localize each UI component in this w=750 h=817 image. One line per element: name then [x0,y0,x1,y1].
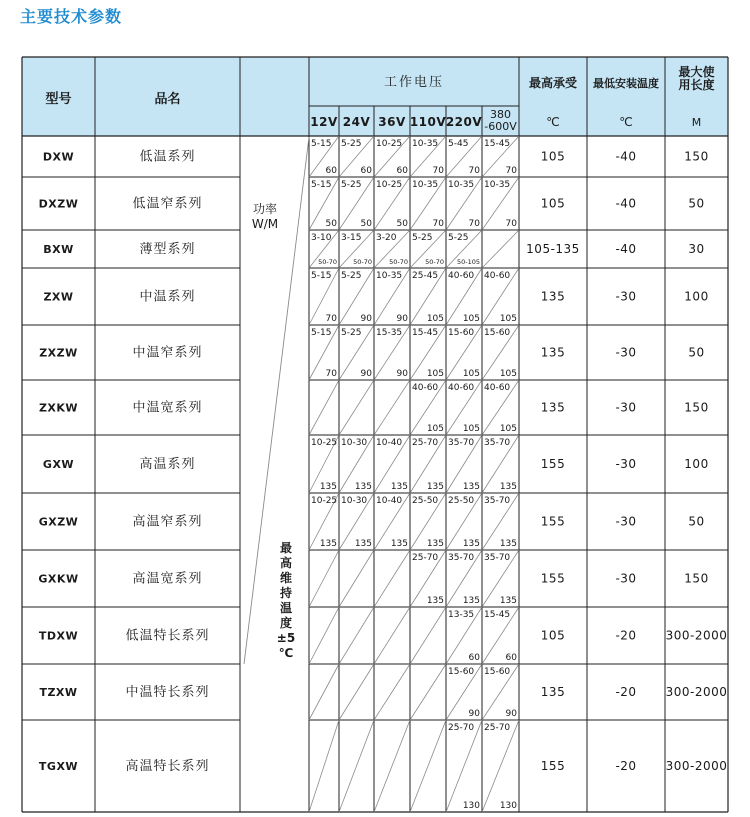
cell-power-range: 15-45 [484,139,511,149]
row-name: 中温系列 [139,289,196,305]
cell-max-temp: 50-70 [353,258,372,266]
row-min-install: -30 [615,400,637,415]
cell-diagonal [374,550,410,607]
cell-max-temp: 60 [360,166,372,176]
cell-max-temp: 60 [505,653,517,663]
cell-power-range: 25-70 [412,438,439,448]
cell-power-range: 5-15 [311,180,332,190]
cell-max-temp: 105 [462,314,480,324]
cell-max-temp: 135 [426,596,444,606]
row-model: TZXW [39,686,78,699]
cell-max-temp: 60 [325,166,337,176]
cell-power-range: 15-60 [484,667,511,677]
row-model: GXKW [38,572,79,586]
cell-max-temp: 70 [432,166,444,176]
cell-max-temp: 50-70 [389,258,408,266]
cell-power-range: 10-25 [311,438,338,448]
row-max-length: 100 [684,457,709,471]
cell-diagonal [309,720,339,812]
cell-power-range: 35-70 [448,553,475,563]
cell-diagonal [446,720,482,812]
cell-max-temp: 90 [396,369,408,379]
cell-max-temp: 135 [319,482,337,492]
row-max-length: 150 [684,400,709,415]
text-line: 380 [490,108,511,121]
row-min-install: -30 [615,571,637,586]
cell-power-range: 25-70 [412,553,439,563]
cell-power-range: 40-60 [484,271,511,281]
cell-max-temp: 130 [462,801,480,811]
row-name: 中温宽系列 [132,400,203,416]
cell-diagonal [374,664,410,720]
cell-max-temp: 135 [426,539,444,549]
text-line: W/M [251,217,279,231]
cell-diagonal [374,720,410,812]
row-max-temp: 155 [540,759,566,773]
row-min-install: -30 [615,514,637,529]
cell-max-temp: 50-105 [456,258,480,266]
header-voltage: 工作电压 [383,75,445,90]
header-voltage-1: 24V [342,115,371,129]
cell-power-range: 3-20 [376,233,397,243]
header-voltage-4: 220V [445,115,483,129]
cell-power-range: 15-60 [484,328,511,338]
side-label-maintain-char: 维 [279,571,293,585]
cell-power-range: 10-35 [412,180,439,190]
cell-power-range: 5-25 [341,180,362,190]
text-line: 最大使 [678,65,715,79]
row-max-temp: 135 [540,289,566,304]
cell-max-temp: 105 [426,314,444,324]
unit-length: M [691,116,702,129]
row-max-temp: 105 [540,196,566,211]
row-max-length: 300-2000 [665,628,728,643]
row-model: GXZW [38,515,79,529]
cell-power-range: 3-15 [341,233,362,243]
cell-power-range: 3-10 [311,233,332,243]
text-line: 功率 [252,202,278,216]
row-name: 薄型系列 [139,242,196,257]
cell-power-range: 25-70 [484,723,511,733]
cell-max-temp: 135 [390,539,408,549]
row-name: 高温特长系列 [125,759,210,774]
row-max-temp: 105-135 [526,242,580,256]
row-name: 中温特长系列 [125,685,210,700]
cell-power-range: 10-35 [376,271,403,281]
cell-power-range: 5-25 [412,233,433,243]
cell-max-temp: 70 [325,314,337,324]
row-name: 中温窄系列 [132,345,203,361]
cell-max-temp: 135 [499,596,517,606]
side-label-power [252,201,278,231]
row-name: 高温系列 [139,457,196,472]
row-model: ZXKW [38,401,79,415]
cell-power-range: 40-60 [412,383,439,393]
cell-power-range: 5-25 [341,139,362,149]
row-max-length: 50 [688,514,705,529]
cell-power-range: 5-15 [311,328,332,338]
cell-max-temp: 70 [432,219,444,229]
cell-power-range: 10-25 [376,180,403,190]
side-label-maintain-char: 温 [279,601,293,615]
cell-max-temp: 70 [468,166,480,176]
header-max-length [678,64,714,92]
cell-max-temp: 135 [499,539,517,549]
cell-max-temp: 135 [462,539,480,549]
cell-power-range: 5-25 [341,271,362,281]
row-max-temp: 105 [540,149,566,164]
cell-power-range: 25-45 [412,271,439,281]
row-model: TGXW [38,760,79,773]
cell-max-temp: 90 [360,314,372,324]
cell-power-range: 10-40 [376,438,403,448]
cell-diagonal [339,664,374,720]
cell-max-temp: 60 [396,166,408,176]
cell-diagonal [410,607,446,664]
header-product: 品名 [154,92,181,107]
row-min-install: -40 [615,149,637,164]
cell-power-range: 25-70 [448,723,475,733]
cell-power-range: 15-35 [376,328,403,338]
cell-power-range: 10-35 [484,180,511,190]
cell-max-temp: 105 [462,369,480,379]
row-max-temp: 135 [540,685,566,699]
unit-min-install: ℃ [619,115,633,129]
cell-max-temp: 135 [426,482,444,492]
row-min-install: -40 [615,196,637,211]
cell-max-temp: 135 [499,482,517,492]
cell-diagonal [339,380,374,435]
cell-max-temp: 135 [319,539,337,549]
row-min-install: -30 [615,289,637,304]
cell-power-range: 10-30 [341,438,368,448]
cell-diagonal [482,720,519,812]
cell-max-temp: 105 [426,369,444,379]
cell-power-range: 40-60 [484,383,511,393]
cell-diagonal [339,720,374,812]
cell-power-range: 10-25 [311,496,338,506]
header-max-temp: 最高承受 [528,76,578,90]
cell-diagonal [410,664,446,720]
cell-max-temp: 135 [462,596,480,606]
row-min-install: -20 [615,759,637,773]
row-model: ZXW [43,290,74,304]
cell-max-temp: 70 [505,166,517,176]
header-voltage-3: 110V [409,115,447,129]
cell-power-range: 40-60 [448,383,475,393]
cell-power-range: 10-35 [448,180,475,190]
cell-power-range: 25-50 [448,496,475,506]
cell-max-temp: 50 [360,219,372,229]
cell-power-range: 5-25 [341,328,362,338]
cell-max-temp: 70 [468,219,480,229]
row-max-temp: 155 [540,571,566,586]
cell-diagonal [410,720,446,812]
row-max-length: 300-2000 [665,685,728,699]
cell-power-range: 5-45 [448,139,469,149]
cell-power-range: 35-70 [484,553,511,563]
row-name: 低温特长系列 [125,628,210,644]
cell-power-range: 35-70 [484,496,511,506]
row-model: ZXZW [39,346,78,360]
page-title: 主要技术参数 [20,7,123,26]
cell-max-temp: 70 [505,219,517,229]
cell-max-temp: 50 [396,219,408,229]
row-min-install: -20 [615,685,637,699]
row-max-length: 30 [688,242,705,256]
row-model: GXW [42,458,75,471]
cell-max-temp: 105 [499,424,517,434]
cell-power-range: 13-35 [448,610,475,620]
side-label-maintain-char: 最 [279,541,293,555]
cell-power-range: 15-60 [448,328,475,338]
row-min-install: -40 [615,242,637,256]
side-label-maintain-char: 高 [279,556,293,570]
cell-max-temp: 70 [325,369,337,379]
cell-max-temp: 90 [360,369,372,379]
cell-max-temp: 135 [462,482,480,492]
cell-power-range: 40-60 [448,271,475,281]
cell-power-range: 15-60 [448,667,475,677]
row-max-length: 150 [684,149,709,164]
side-label-maintain-char: ±5 [276,631,296,645]
cell-max-temp: 50-70 [425,258,444,266]
row-name: 高温宽系列 [132,571,203,587]
cell-power-range: 10-40 [376,496,403,506]
cell-diagonal [309,664,339,720]
cell-power-range: 10-30 [341,496,368,506]
cell-power-range: 5-15 [311,139,332,149]
cell-max-temp: 90 [468,709,480,719]
cell-max-temp: 105 [499,314,517,324]
cell-max-temp: 50-70 [318,258,337,266]
cell-diagonal [482,230,519,268]
cell-diagonal [339,607,374,664]
row-min-install: -30 [615,345,637,360]
cell-max-temp: 135 [390,482,408,492]
row-min-install: -30 [615,457,637,471]
row-name: 高温窄系列 [132,514,203,530]
row-name: 低温窄系列 [132,196,203,212]
row-max-temp: 155 [540,457,566,471]
cell-max-temp: 130 [499,801,517,811]
cell-power-range: 10-25 [376,139,403,149]
cell-diagonal [339,550,374,607]
cell-diagonal [374,380,410,435]
row-max-length: 150 [684,571,709,586]
row-max-temp: 155 [540,514,566,529]
cell-max-temp: 105 [462,424,480,434]
row-model: BXW [43,243,74,256]
cell-diagonal [374,607,410,664]
row-model: DXW [42,150,75,164]
cell-max-temp: 105 [499,369,517,379]
cell-diagonal [309,607,339,664]
side-label-maintain-char: ℃ [278,646,294,660]
row-max-length: 50 [688,345,705,360]
row-model: TDXW [38,629,79,643]
cell-power-range: 10-35 [412,139,439,149]
header-voltage-0: 12V [310,115,338,129]
unit-max-temp: ℃ [546,115,560,129]
header-min-install: 最低安装温度 [593,77,659,90]
cell-power-range: 25-50 [412,496,439,506]
cell-power-range: 15-45 [412,328,439,338]
cell-power-range: 5-15 [311,271,332,281]
text-line: -600V [484,120,517,133]
cell-max-temp: 135 [354,482,372,492]
cell-power-range: 35-70 [448,438,475,448]
cell-max-temp: 135 [354,539,372,549]
side-label-maintain-char: 持 [279,586,293,600]
row-name: 低温系列 [139,149,196,165]
cell-power-range: 35-70 [484,438,511,448]
cell-max-temp: 50 [325,219,337,229]
row-model: DXZW [38,197,79,211]
header-model: 型号 [45,92,72,107]
cell-power-range: 15-45 [484,610,511,620]
side-label-maintain-char: 度 [279,616,293,630]
cell-max-temp: 105 [426,424,444,434]
cell-diagonal [309,550,339,607]
row-max-length: 300-2000 [665,759,728,773]
text-line: 用长度 [678,78,715,92]
cell-max-temp: 60 [468,653,480,663]
cell-diagonal [309,380,339,435]
row-max-length: 50 [688,196,705,211]
cell-max-temp: 90 [396,314,408,324]
row-min-install: -20 [615,628,637,643]
row-max-temp: 135 [540,400,566,415]
cell-max-temp: 90 [505,709,517,719]
row-max-length: 100 [684,289,709,304]
header-voltage-2: 36V [378,115,406,129]
cell-power-range: 5-25 [448,233,469,243]
row-max-temp: 105 [540,628,566,643]
row-max-temp: 135 [540,345,566,360]
